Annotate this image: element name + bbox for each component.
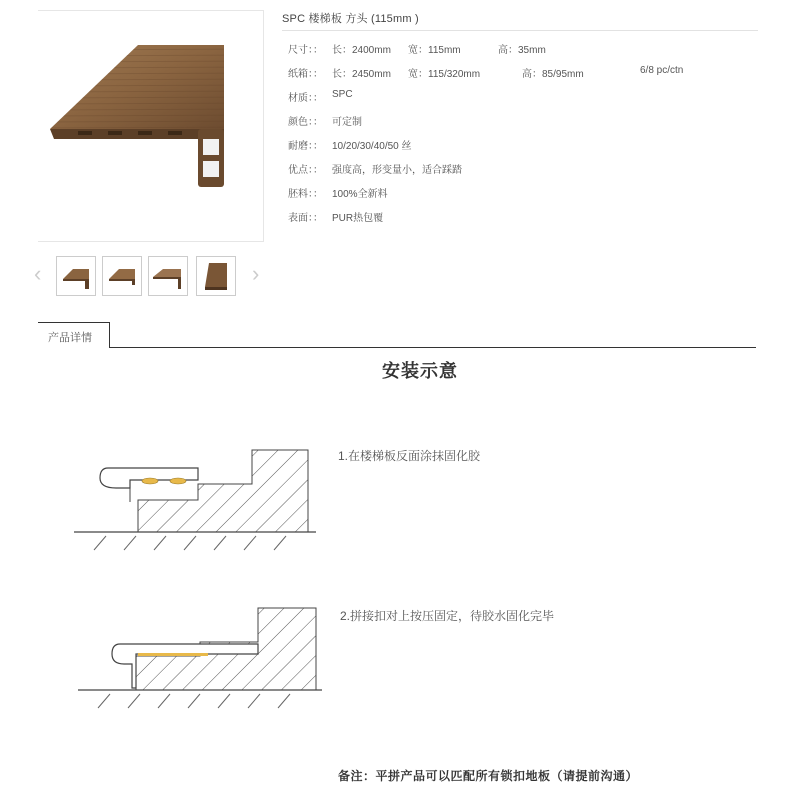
spec-value: 强度高，形变量小，适合踩踏 xyxy=(332,165,462,176)
tab-product-details-label: 产品详情 xyxy=(48,332,92,344)
spec-value: 可定制 xyxy=(332,117,362,128)
spec-value: 长：2400mm xyxy=(332,45,391,56)
spec-value: 宽：115mm xyxy=(408,45,461,56)
thumbnail-1[interactable] xyxy=(56,256,96,296)
spec-label: 材质：： xyxy=(288,93,323,104)
spec-value: 高：85/95mm xyxy=(522,69,584,80)
spec-value: 宽：115/320mm xyxy=(408,69,481,80)
title-divider xyxy=(282,30,758,31)
spec-value: 6/8 pc/ctn xyxy=(640,65,684,76)
install-diagram-step2 xyxy=(74,600,324,715)
spec-value: PUR热包覆 xyxy=(332,213,384,224)
chevron-left-icon[interactable]: ‹ xyxy=(34,261,42,286)
spec-value: 高：35mm xyxy=(498,45,546,56)
install-diagram-step1 xyxy=(70,440,320,555)
spec-label: 耐磨：： xyxy=(288,141,323,152)
product-title: SPC 楼梯板 方头 (115mm ) xyxy=(282,13,419,25)
spec-value: 长：2450mm xyxy=(332,69,391,80)
spec-label: 优点：： xyxy=(288,165,323,176)
spec-value: 10/20/30/40/50 丝 xyxy=(332,141,412,152)
spec-label: 尺寸：： xyxy=(288,45,323,56)
tab-divider xyxy=(110,347,756,348)
install-note: 备注：平拼产品可以匹配所有锁扣地板（请提前沟通） xyxy=(338,769,639,783)
install-step1-text: 1.在楼梯板反面涂抹固化胶 xyxy=(338,449,481,463)
chevron-right-icon[interactable]: › xyxy=(252,261,260,286)
spec-value: 100%全新料 xyxy=(332,189,388,200)
spec-label: 颜色：： xyxy=(288,117,323,128)
thumbnail-4[interactable] xyxy=(196,256,236,296)
spec-value: SPC xyxy=(332,89,353,100)
spec-label: 表面：： xyxy=(288,213,323,224)
install-heading: 安装示意 xyxy=(382,361,458,381)
thumbnail-2[interactable] xyxy=(102,256,142,296)
product-main-image xyxy=(38,10,264,242)
thumbnail-3[interactable] xyxy=(148,256,188,296)
spec-label: 纸箱：： xyxy=(288,69,323,80)
install-step2-text: 2.拼接扣对上按压固定，待胶水固化完毕 xyxy=(340,609,555,623)
spec-label: 胚料：： xyxy=(288,189,323,200)
